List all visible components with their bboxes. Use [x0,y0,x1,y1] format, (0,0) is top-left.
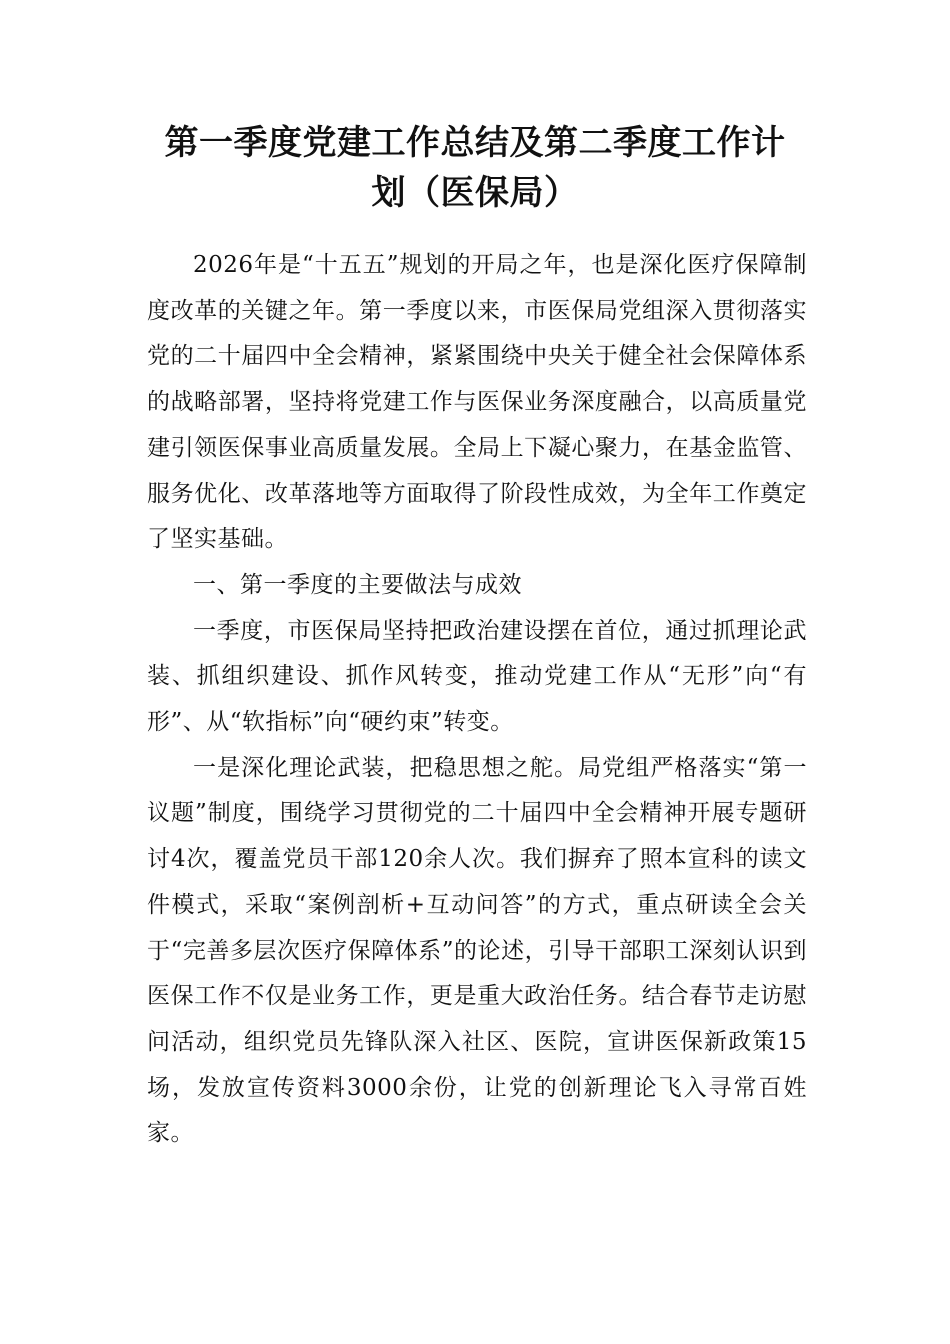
document-body [147,243,807,1157]
section-heading: 一、第一季度的主要做法与成效 [193,571,522,598]
section-overview-paragraph: 一季度，市医保局坚持把政治建设摆在首位，通过抓理论武装、抓组织建设、抓作风转变，推动党建工作从“无形”向“有形”、从“软指标”向“硬约束”转变。 [147,617,807,736]
intro-paragraph: 2026年是“十五五”规划的开局之年，也是深化医疗保障制度改革的关键之年。第一季度以来，市医保局党组深入贯彻落实党的二十届四中全会精神，紧紧围绕中央关于健全社会保障体系的战略部署，坚持将党建工作与医保业务深度融合，以高质量党建引领医保事业高质量发展。全局上下凝心聚力，在基金监管、服务优化、改革落地等方面取得了阶段性成效，为全年工作奠定了坚实基础。 [147,252,807,553]
document-title [140,118,810,218]
title-line-2: 划（医保局） [371,173,579,213]
title-line-1: 第一季度党建工作总结及第二季度工作计 [164,123,786,163]
theory-paragraph: 一是深化理论武装，把稳思想之舵。局党组严格落实“第一议题”制度，围绕学习贯彻党的二十届四中全会精神开展专题研讨4次，覆盖党员干部120余人次。我们摒弃了照本宣科的读文件模式，采取“案例剖析+互动问答”的方式，重点研读全会关于“完善多层次医疗保障体系”的论述，引导干部职工深刻认识到医保工作不仅是业务工作，更是重大政治任务。结合春节走访慰问活动，组织党员先锋队深入社区、医院，宣讲医保新政策15场，发放宣传资料3000余份，让党的创新理论飞入寻常百姓家。 [147,754,807,1147]
